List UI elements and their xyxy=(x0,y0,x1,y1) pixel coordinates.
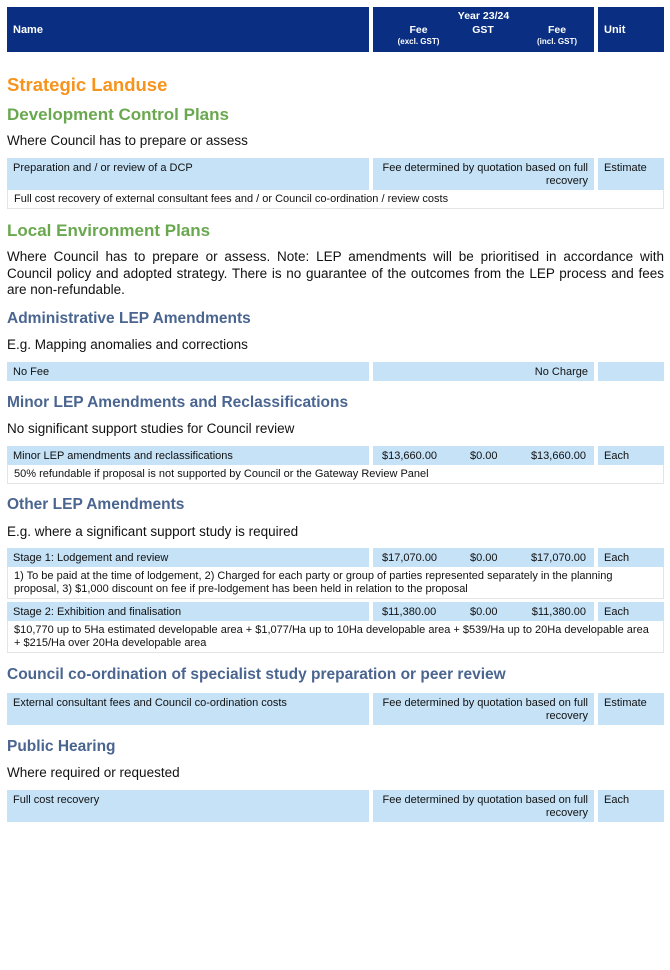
row-fees xyxy=(373,602,594,621)
gst: $0.00 xyxy=(470,450,498,462)
row-fees xyxy=(373,446,594,465)
header-fee-incl: Fee (incl. GST) xyxy=(537,24,577,46)
minor-heading: Minor LEP Amendments and Reclassifications xyxy=(7,394,349,411)
table-row xyxy=(7,158,664,190)
row-name: Preparation and / or review of a DCP xyxy=(7,158,369,190)
row-unit: Each xyxy=(598,548,664,567)
lep-description: Where Council has to prepare or assess. Note: LEP amendments will be prioritised in accordance with Council policy and adopted strategy. There is no guarantee of the outcomes from the LEP process and fees are non-refundable. xyxy=(7,249,664,297)
dcp-heading: Development Control Plans xyxy=(7,105,229,124)
row-unit: Estimate xyxy=(598,693,664,725)
row-note: 50% refundable if proposal is not supported by Council or the Gateway Review Panel xyxy=(7,465,664,484)
fee-excl: $11,380.00 xyxy=(382,606,437,618)
row-name: No Fee xyxy=(7,362,369,381)
row-fee: Fee determined by quotation based on full recovery xyxy=(373,693,594,725)
hearing-heading: Public Hearing xyxy=(7,738,116,755)
coord-heading: Council co-ordination of specialist study preparation or peer review xyxy=(7,666,506,683)
admin-heading: Administrative LEP Amendments xyxy=(7,310,251,327)
gst: $0.00 xyxy=(470,552,498,564)
row-fees xyxy=(373,548,594,567)
table-row xyxy=(7,548,664,567)
fee-incl: $11,380.00 xyxy=(531,606,586,618)
row-fee: Fee determined by quotation based on full recovery xyxy=(373,790,594,822)
section-title: Strategic Landuse xyxy=(7,74,168,95)
table-row xyxy=(7,693,664,725)
fee-incl: $17,070.00 xyxy=(530,552,586,564)
fee-excl: $13,660.00 xyxy=(382,450,438,462)
header-year: Year 23/24 xyxy=(457,10,510,22)
row-name: Stage 2: Exhibition and finalisation xyxy=(7,602,369,621)
table-row xyxy=(7,362,664,381)
row-unit: Each xyxy=(598,602,664,621)
row-unit: Estimate xyxy=(598,158,664,190)
row-name: External consultant fees and Council co-ordination costs xyxy=(7,693,369,725)
other-heading: Other LEP Amendments xyxy=(7,496,185,513)
row-note: $10,770 up to 5Ha estimated developable area + $1,077/Ha up to 10Ha developable area + $539/Ha up to 20Ha developable area + $215/Ha over 20Ha developable area xyxy=(7,621,664,653)
row-name: Full cost recovery xyxy=(7,790,369,822)
fee-table-header xyxy=(7,7,664,52)
other-description: E.g. where a significant support study is required xyxy=(7,524,299,539)
table-row xyxy=(7,790,664,822)
row-note: 1) To be paid at the time of lodgement, 2) Charged for each party or group of parties represented separately in the planning proposal, 3) $1,000 discount on fee if pre-lodgement has been held in relation to the proposal xyxy=(7,567,664,599)
row-note: Full cost recovery of external consultant fees and / or Council co-ordination / review costs xyxy=(7,190,664,209)
table-row xyxy=(7,446,664,465)
row-name: Minor LEP amendments and reclassifications xyxy=(7,446,369,465)
lep-heading: Local Environment Plans xyxy=(7,221,211,240)
header-name: Name xyxy=(7,7,369,52)
header-gst: GST xyxy=(472,24,494,36)
hearing-description: Where required or requested xyxy=(7,765,180,780)
row-unit xyxy=(598,362,664,381)
header-fee-excl: Fee (excl. GST) xyxy=(397,24,440,46)
row-unit: Each xyxy=(598,790,664,822)
dcp-description: Where Council has to prepare or assess xyxy=(7,133,248,148)
row-fee: No Charge xyxy=(373,362,594,381)
row-fee: Fee determined by quotation based on full recovery xyxy=(373,158,594,190)
gst: $0.00 xyxy=(470,606,498,618)
row-unit: Each xyxy=(598,446,664,465)
table-row xyxy=(7,602,664,621)
header-unit: Unit xyxy=(598,7,664,52)
header-year-group xyxy=(373,7,594,52)
row-name: Stage 1: Lodgement and review xyxy=(7,548,369,567)
admin-description: E.g. Mapping anomalies and corrections xyxy=(7,337,248,352)
fee-incl: $13,660.00 xyxy=(530,450,586,462)
fee-excl: $17,070.00 xyxy=(382,552,438,564)
minor-description: No significant support studies for Council review xyxy=(7,421,295,436)
